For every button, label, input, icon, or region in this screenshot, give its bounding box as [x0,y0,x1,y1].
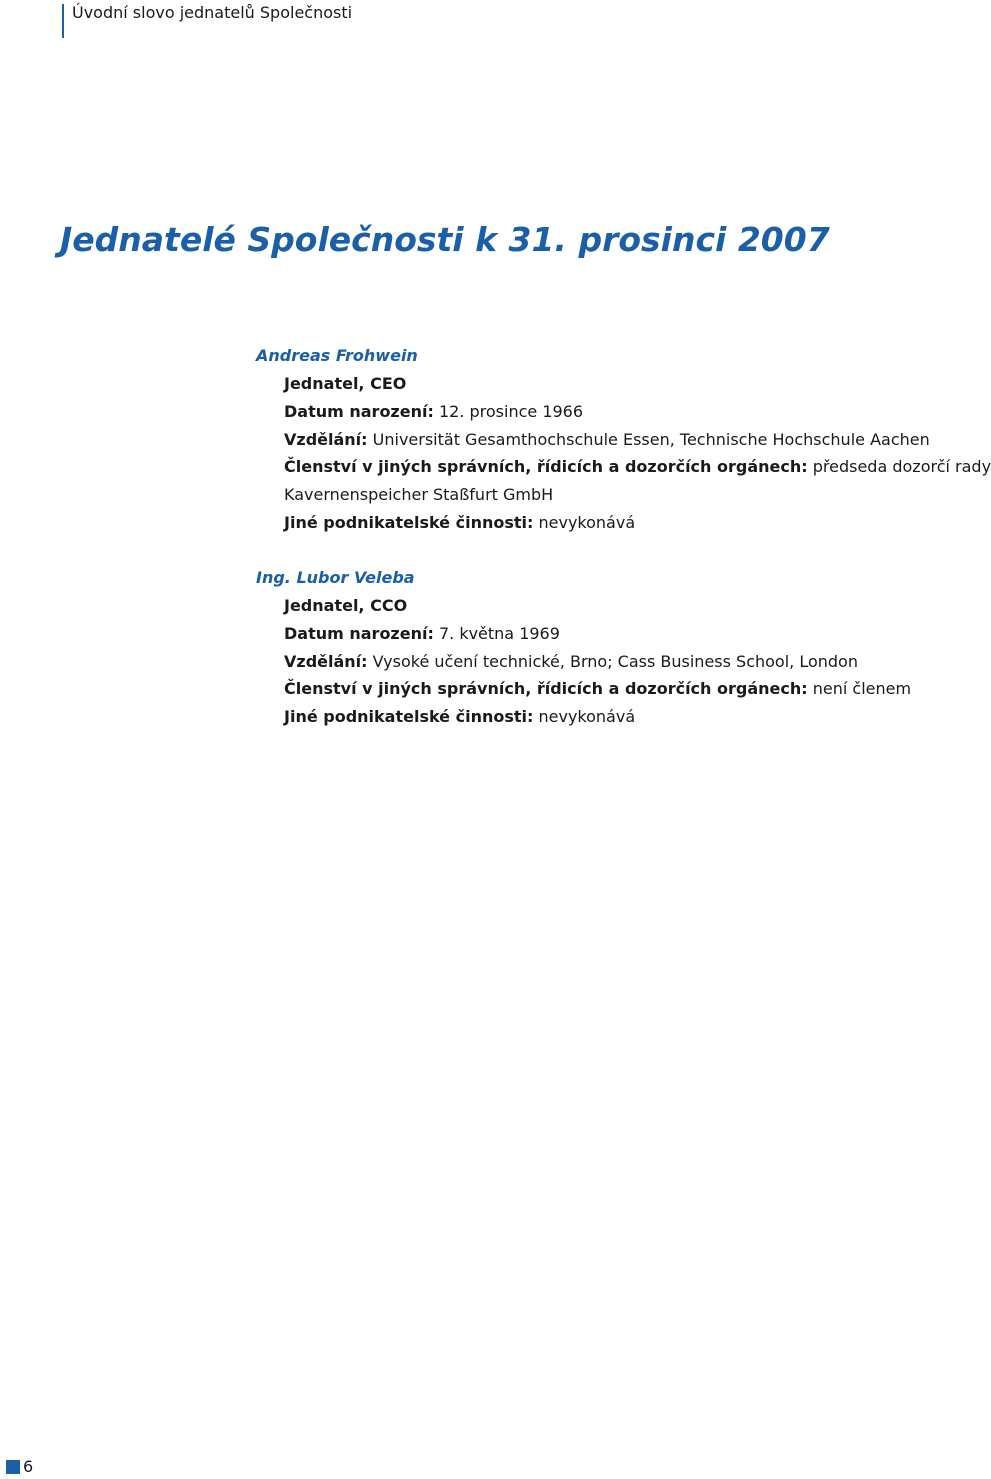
education-line [284,648,911,676]
section-header: Úvodní slovo jednatelů Společnosti [72,3,353,22]
education-value: Universität Gesamthochschule Essen, Technische Hochschule Aachen [367,429,930,449]
director-details [284,370,991,537]
director-profile-veleba [256,567,911,731]
membership-value: není členem [807,679,912,699]
other-activities-label: Jiné podnikatelské činnosti: [284,707,534,727]
membership-value-continued: Kavernenspeicher Staßfurt GmbH [284,485,554,505]
director-name: Ing. Lubor Veleba [256,568,415,587]
director-profile-frohwein [256,345,991,537]
director-name: Andreas Frohwein [256,346,418,365]
education-line [284,426,991,454]
education-label: Vzdělání: [284,651,368,671]
other-activities-label: Jiné podnikatelské činnosti: [284,512,534,532]
membership-line [284,675,911,703]
membership-line-continued [284,481,991,509]
header-rule [62,4,64,38]
role-value: Jednatel, CCO [284,596,408,615]
birth-date-value: 7. května 1969 [433,623,560,643]
education-label: Vzdělání: [284,429,368,449]
director-role [284,592,911,620]
birth-date-line [284,398,991,426]
page-marker-square [6,1460,20,1474]
membership-label: Členství v jiných správních, řídicích a dozorčích orgánech: [284,679,808,699]
other-activities-line [284,703,911,731]
birth-date-label: Datum narození: [284,401,434,421]
membership-line [284,453,991,481]
page-number: 6 [23,1457,34,1476]
education-value: Vysoké učení technické, Brno; Cass Business School, London [367,651,858,671]
birth-date-label: Datum narození: [284,623,434,643]
director-role [284,370,991,398]
page-title: Jednatelé Společnosti k 31. prosinci 2007 [60,220,830,259]
director-details [284,592,911,731]
membership-value: předseda dozorčí rady [807,457,991,477]
membership-label: Členství v jiných správních, řídicích a dozorčích orgánech: [284,457,808,477]
other-activities-line [284,509,991,537]
birth-date-line [284,620,911,648]
role-value: Jednatel, CEO [284,374,407,393]
other-activities-value: nevykonává [533,707,636,727]
birth-date-value: 12. prosince 1966 [433,401,584,421]
other-activities-value: nevykonává [533,512,636,532]
